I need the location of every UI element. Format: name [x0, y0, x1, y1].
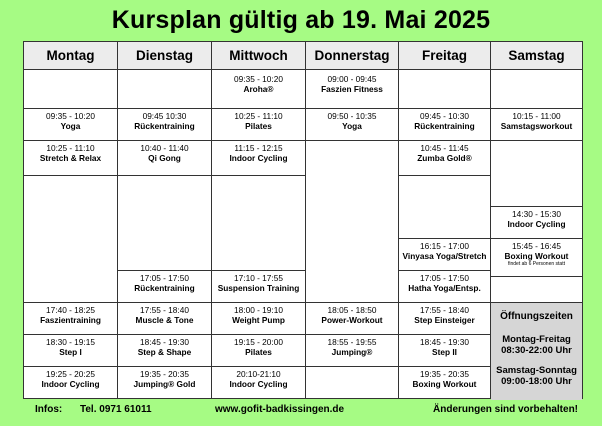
empty-slot	[491, 277, 582, 303]
class-time: 09:35 - 10:20	[234, 74, 283, 84]
class-time: 16:15 - 17:00	[420, 241, 469, 251]
class-slot[interactable]	[212, 367, 305, 400]
class-name: Hatha Yoga/Entsp.	[408, 283, 481, 293]
opening-hours-title: Öffnungszeiten	[500, 311, 573, 322]
class-time: 17:05 - 17:50	[420, 273, 469, 283]
class-time: 10:25 - 11:10	[234, 111, 283, 121]
class-name: Pilates	[245, 347, 272, 357]
class-time: 18:45 - 19:30	[420, 337, 469, 347]
class-time: 19:35 - 20:35	[420, 369, 469, 379]
class-name: Yoga	[342, 121, 362, 131]
class-name: Indoor Cycling	[229, 153, 288, 163]
class-time: 18:45 - 19:30	[140, 337, 189, 347]
class-name: Weight Pump	[232, 315, 285, 325]
class-name: Suspension Training	[217, 283, 300, 293]
class-name: Vinyasa Yoga/Stretch	[402, 251, 487, 261]
empty-slot	[399, 176, 490, 239]
class-time: 10:15 - 11:00	[512, 111, 561, 121]
class-time: 10:40 - 11:40	[140, 143, 189, 153]
class-name: Rückentraining	[414, 121, 475, 131]
class-name: Samstagsworkout	[500, 121, 573, 131]
class-name: Indoor Cycling	[229, 379, 288, 389]
empty-slot	[118, 176, 211, 271]
column-dienstag	[118, 42, 212, 398]
footer-note: Änderungen sind vorbehalten!	[433, 404, 579, 415]
footer-infos: Infos:	[35, 404, 63, 415]
class-slot[interactable]	[491, 109, 582, 141]
footer-website[interactable]: www.gofit-badkissingen.de	[215, 404, 345, 415]
column-montag	[24, 42, 118, 398]
class-slot[interactable]	[118, 303, 211, 335]
class-time: 14:30 - 15:30	[512, 209, 561, 219]
class-slot[interactable]	[212, 335, 305, 367]
day-header-montag: Montag	[24, 42, 117, 70]
class-name: Stretch & Relax	[39, 153, 102, 163]
empty-slot	[24, 176, 117, 303]
class-slot[interactable]	[399, 239, 490, 271]
class-slot[interactable]	[24, 303, 117, 335]
class-name: Faszientraining	[40, 315, 101, 325]
class-time: 09:00 - 09:45	[327, 74, 377, 84]
class-slot[interactable]	[306, 109, 398, 141]
class-time: 17:10 - 17:55	[234, 273, 283, 283]
column-freitag	[399, 42, 491, 398]
empty-slot	[24, 70, 117, 109]
class-time: 20:10-21:10	[236, 369, 281, 379]
class-time: 18:55 - 19:55	[327, 337, 377, 347]
class-slot[interactable]	[212, 271, 305, 303]
class-slot[interactable]	[118, 141, 211, 176]
opening-hours-weekday	[491, 334, 582, 356]
day-header-donnerstag: Donnerstag	[306, 42, 398, 70]
day-header-freitag: Freitag	[399, 42, 490, 70]
weekend-hours: 09:00-18:00 Uhr	[501, 376, 572, 387]
day-header-mittwoch: Mittwoch	[212, 42, 305, 70]
empty-slot	[118, 70, 211, 109]
class-name: Jumping® Gold	[133, 379, 196, 389]
class-name: Zumba Gold®	[417, 153, 472, 163]
class-name: Step II	[432, 347, 457, 357]
class-name: Step Einsteiger	[414, 315, 475, 325]
class-time: 19:25 - 20:25	[46, 369, 95, 379]
class-time: 18:05 - 18:50	[327, 305, 377, 315]
empty-slot	[306, 367, 398, 400]
class-name: Step & Shape	[137, 347, 192, 357]
class-slot[interactable]	[399, 367, 490, 400]
class-name: Boxing Workout	[412, 379, 477, 389]
empty-slot	[491, 141, 582, 207]
class-name: Aroha®	[243, 84, 274, 94]
class-name: Yoga	[60, 121, 81, 131]
class-name: Rückentraining	[134, 121, 195, 131]
class-name: Jumping®	[331, 347, 373, 357]
class-slot[interactable]	[306, 335, 398, 367]
empty-slot	[399, 70, 490, 109]
class-slot[interactable]	[399, 109, 490, 141]
weekday-label: Montag-Freitag	[502, 334, 571, 345]
class-name: Muscle & Tone	[135, 315, 194, 325]
class-slot[interactable]	[118, 335, 211, 367]
class-slot[interactable]	[306, 70, 398, 109]
class-time: 19:15 - 20:00	[234, 337, 283, 347]
class-slot[interactable]	[118, 109, 211, 141]
class-time: 17:05 - 17:50	[140, 273, 189, 283]
empty-slot	[212, 176, 305, 271]
class-slot[interactable]	[212, 303, 305, 335]
class-slot[interactable]	[24, 367, 117, 400]
class-time: 17:55 - 18:40	[140, 305, 189, 315]
class-slot[interactable]	[491, 207, 582, 239]
class-time: 09:50 - 10:35	[327, 111, 377, 121]
column-mittwoch	[212, 42, 306, 398]
class-slot[interactable]	[24, 335, 117, 367]
class-slot[interactable]	[306, 303, 398, 335]
class-time: 11:15 - 12:15	[234, 143, 283, 153]
class-name: Power-Workout	[321, 315, 383, 325]
class-name: Qi Gong	[148, 153, 181, 163]
class-name: Boxing Workout	[504, 251, 569, 261]
class-name: Indoor Cycling	[41, 379, 100, 389]
column-donnerstag	[306, 42, 399, 398]
class-slot[interactable]	[399, 335, 490, 367]
class-time: 18:30 - 19:15	[46, 337, 95, 347]
class-slot[interactable]	[212, 70, 305, 109]
opening-hours-box	[491, 303, 582, 400]
class-name: Step I	[59, 347, 82, 357]
class-time: 19:35 - 20:35	[140, 369, 189, 379]
class-slot[interactable]	[118, 367, 211, 400]
class-name: Indoor Cycling	[507, 219, 566, 229]
class-name: Faszien Fitness	[321, 84, 383, 94]
class-slot[interactable]	[491, 239, 582, 277]
class-time: 17:55 - 18:40	[420, 305, 469, 315]
day-header-samstag: Samstag	[491, 42, 582, 70]
class-slot[interactable]	[118, 271, 211, 303]
class-time: 09:45 - 10:30	[420, 111, 469, 121]
class-time: 15:45 - 16:45	[512, 241, 561, 251]
empty-slot	[306, 141, 398, 303]
day-header-dienstag: Dienstag	[118, 42, 211, 70]
class-time: 09:35 - 10:20	[46, 111, 95, 121]
class-slot[interactable]	[212, 141, 305, 176]
weekday-hours: 08:30-22:00 Uhr	[501, 345, 572, 356]
class-slot[interactable]	[399, 271, 490, 303]
class-slot[interactable]	[24, 109, 117, 141]
class-name: Rückentraining	[134, 283, 195, 293]
class-time: 10:45 - 11:45	[420, 143, 469, 153]
class-note: findet ab 6 Personen statt	[508, 261, 565, 267]
weekend-label: Samstag-Sonntag	[496, 365, 577, 376]
class-time: 10:25 - 11:10	[46, 143, 95, 153]
column-samstag	[491, 42, 582, 398]
opening-hours-weekend	[491, 365, 582, 387]
class-time: 17:40 - 18:25	[46, 305, 95, 315]
footer-phone: Tel. 0971 61011	[80, 404, 152, 415]
class-time: 09:45 10:30	[142, 111, 187, 121]
class-slot[interactable]	[399, 141, 490, 176]
class-name: Pilates	[245, 121, 272, 131]
class-slot[interactable]	[212, 109, 305, 141]
schedule-table	[23, 41, 583, 399]
class-slot[interactable]	[399, 303, 490, 335]
page-title: Kursplan gültig ab 19. Mai 2025	[111, 6, 491, 34]
empty-slot	[491, 70, 582, 109]
class-slot[interactable]	[24, 141, 117, 176]
class-time: 18:00 - 19:10	[234, 305, 283, 315]
